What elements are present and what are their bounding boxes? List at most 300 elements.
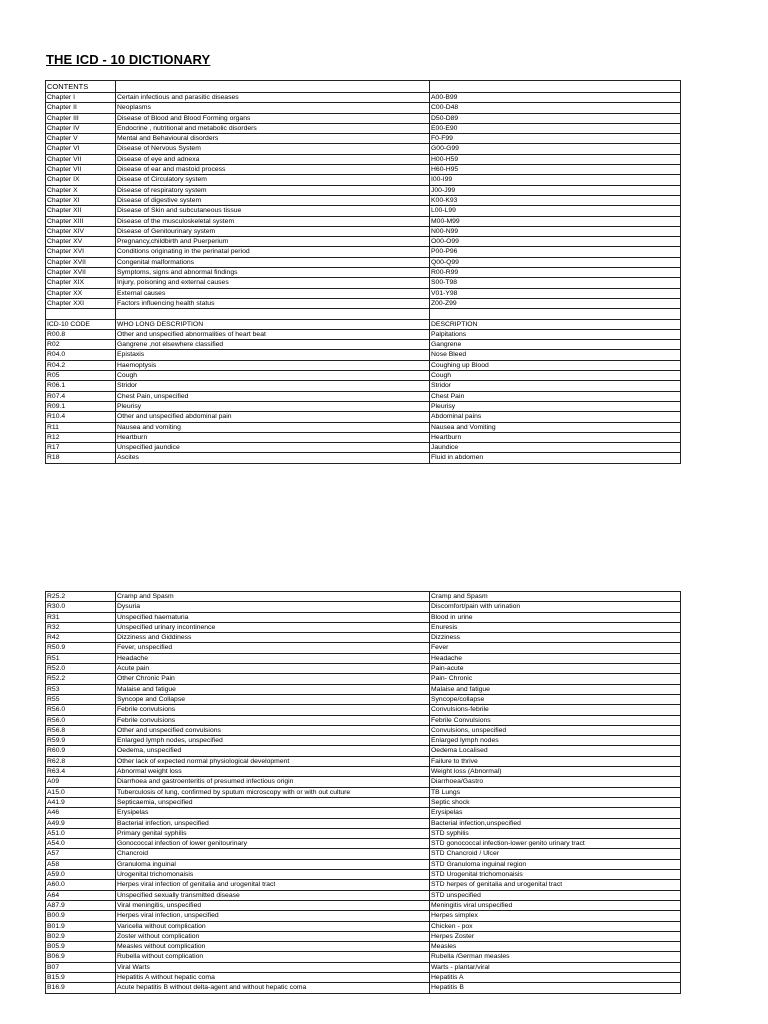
who-long-description: Syncope and Collapse	[116, 694, 430, 704]
icd-code: R51	[46, 653, 116, 663]
chapter-code-range: H00-H59	[430, 154, 681, 164]
who-long-description: Headache	[116, 653, 430, 663]
icd-code: B01.9	[46, 921, 116, 931]
chapter-row	[46, 247, 681, 257]
who-long-description: Febrile convulsions	[116, 715, 430, 725]
code-row	[46, 828, 681, 838]
description: Herpes Zoster	[430, 931, 681, 941]
who-long-description: Oedema, unspecified	[116, 746, 430, 756]
chapter-row	[46, 288, 681, 298]
icd-code: R07.4	[46, 391, 116, 401]
description: Headache	[430, 653, 681, 663]
chapter-row	[46, 237, 681, 247]
chapter-row	[46, 195, 681, 205]
chapter-row	[46, 257, 681, 267]
icd-code: R42	[46, 633, 116, 643]
chapter-row	[46, 144, 681, 154]
chapter-number: Chapter XV	[46, 237, 116, 247]
icd-code: R04.2	[46, 360, 116, 370]
icd-code: A58	[46, 859, 116, 869]
codes-table-continued	[45, 591, 681, 994]
icd-code: B02.9	[46, 931, 116, 941]
code-row	[46, 674, 681, 684]
chapter-title: Congenital malformations	[116, 257, 430, 267]
code-row	[46, 705, 681, 715]
chapter-number: Chapter I	[46, 93, 116, 103]
document-title: THE ICD - 10 DICTIONARY	[46, 52, 211, 67]
code-row	[46, 633, 681, 643]
code-row	[46, 443, 681, 453]
icd-code: R12	[46, 432, 116, 442]
icd-code: R10.4	[46, 412, 116, 422]
chapter-title: Disease of eye and adnexa	[116, 154, 430, 164]
code-row	[46, 942, 681, 952]
who-long-description: Herpes viral infection, unspecified	[116, 911, 430, 921]
icd-code: A60.0	[46, 880, 116, 890]
who-long-description: Septicaemia, unspecified	[116, 797, 430, 807]
code-row	[46, 921, 681, 931]
description: Discomfort/pain with urination	[430, 602, 681, 612]
description: Hepatitis B	[430, 983, 681, 993]
description: Diarrhoea/Gastro	[430, 777, 681, 787]
chapter-number: Chapter III	[46, 113, 116, 123]
chapter-title: Disease of Circulatory system	[116, 175, 430, 185]
description: STD Granuloma inguinal region	[430, 859, 681, 869]
description: Chicken - pox	[430, 921, 681, 931]
who-long-description: Gonococcal infection of lower genitourinary	[116, 839, 430, 849]
description: Weight loss (Abnormal)	[430, 767, 681, 777]
who-long-description: Haemoptysis	[116, 360, 430, 370]
code-row	[46, 653, 681, 663]
code-row	[46, 818, 681, 828]
icd-code: A49.9	[46, 818, 116, 828]
icd-code: R09.1	[46, 401, 116, 411]
chapter-number: Chapter XI	[46, 195, 116, 205]
description: Failure to thrive	[430, 756, 681, 766]
description: Palpitations	[430, 329, 681, 339]
codes-header-row	[46, 319, 681, 329]
code-row	[46, 360, 681, 370]
blank-row	[46, 309, 681, 319]
code-row	[46, 880, 681, 890]
icd-code: R59.9	[46, 736, 116, 746]
chapter-row	[46, 103, 681, 113]
contents-table	[45, 80, 681, 464]
description: Syncope/collapse	[430, 694, 681, 704]
code-row	[46, 412, 681, 422]
who-long-description: Acute pain	[116, 664, 430, 674]
description: Measles	[430, 942, 681, 952]
chapter-title: External causes	[116, 288, 430, 298]
chapter-code-range: Z00-Z99	[430, 298, 681, 308]
who-long-description: Unspecified jaundice	[116, 443, 430, 453]
chapter-code-range: D50-D89	[430, 113, 681, 123]
chapter-code-range: P00-P96	[430, 247, 681, 257]
description: STD Urogenital trichomonaisis	[430, 870, 681, 880]
chapter-title: Disease of Skin and subcutaneous tissue	[116, 206, 430, 216]
code-row	[46, 401, 681, 411]
chapter-code-range: O00-O99	[430, 237, 681, 247]
description: Hepatitis A	[430, 972, 681, 982]
who-long-description: Febrile convulsions	[116, 705, 430, 715]
code-row	[46, 859, 681, 869]
contents-header: CONTENTS	[46, 81, 116, 93]
code-row	[46, 453, 681, 463]
description: Blood in urine	[430, 612, 681, 622]
chapter-number: Chapter IV	[46, 123, 116, 133]
chapter-number: Chapter XIV	[46, 226, 116, 236]
icd-code: R55	[46, 694, 116, 704]
description: Nose Bleed	[430, 350, 681, 360]
description: Cough	[430, 371, 681, 381]
icd-code: R56.8	[46, 725, 116, 735]
description: Convulsions-febrile	[430, 705, 681, 715]
who-long-description: Acute hepatitis B without delta-agent and without hepatic coma	[116, 983, 430, 993]
chapter-title: Disease of the musculoskeletal system	[116, 216, 430, 226]
code-row	[46, 931, 681, 941]
code-row	[46, 725, 681, 735]
who-description-header: WHO LONG DESCRIPTION	[116, 319, 430, 329]
icd-code: B00.9	[46, 911, 116, 921]
description: Pain-acute	[430, 664, 681, 674]
chapter-row	[46, 93, 681, 103]
code-row	[46, 622, 681, 632]
chapter-row	[46, 154, 681, 164]
code-row	[46, 329, 681, 339]
who-long-description: Ascites	[116, 453, 430, 463]
contents-header-row	[46, 81, 681, 93]
icd-code: R18	[46, 453, 116, 463]
chapter-code-range: L00-L99	[430, 206, 681, 216]
icd-code: A57	[46, 849, 116, 859]
icd-code: R02	[46, 340, 116, 350]
chapter-number: Chapter II	[46, 103, 116, 113]
who-long-description: Urogenital trichomonaisis	[116, 870, 430, 880]
chapter-title: Disease of Nervous System	[116, 144, 430, 154]
description: Warts - plantar/viral	[430, 962, 681, 972]
description: Cramp and Spasm	[430, 592, 681, 602]
icd-code: R06.1	[46, 381, 116, 391]
description: Dizziness	[430, 633, 681, 643]
icd-code: R05	[46, 371, 116, 381]
chapter-row	[46, 175, 681, 185]
chapter-title: Symptoms, signs and abnormal findings	[116, 268, 430, 278]
icd-code: R63.4	[46, 767, 116, 777]
code-row	[46, 684, 681, 694]
code-row	[46, 391, 681, 401]
icd-code: A46	[46, 808, 116, 818]
chapter-title: Factors influencing health status	[116, 298, 430, 308]
icd-code: B16.9	[46, 983, 116, 993]
chapter-row	[46, 278, 681, 288]
description: Erysipelas	[430, 808, 681, 818]
chapter-code-range: I00-I99	[430, 175, 681, 185]
icd-code: B15.9	[46, 972, 116, 982]
description: STD gonococcal infection-lower genito urinary tract	[430, 839, 681, 849]
description: Meningitis viral unspecified	[430, 900, 681, 910]
description: Chest Pain	[430, 391, 681, 401]
description: Convulsions, unspecified	[430, 725, 681, 735]
icd-code: B07	[46, 962, 116, 972]
who-long-description: Gangrene ,not elsewhere classified	[116, 340, 430, 350]
chapter-code-range: E00-E90	[430, 123, 681, 133]
description: STD unspecified	[430, 890, 681, 900]
code-row	[46, 736, 681, 746]
icd-code: R11	[46, 422, 116, 432]
code-row	[46, 808, 681, 818]
description: Septic shock	[430, 797, 681, 807]
icd-code: R60.9	[46, 746, 116, 756]
who-long-description: Chest Pain, unspecified	[116, 391, 430, 401]
chapter-code-range: C00-D48	[430, 103, 681, 113]
who-long-description: Cramp and Spasm	[116, 592, 430, 602]
chapter-number: Chapter XVII	[46, 268, 116, 278]
who-long-description: Abnormal weight loss	[116, 767, 430, 777]
description: Herpes simplex	[430, 911, 681, 921]
chapter-row	[46, 134, 681, 144]
code-row	[46, 911, 681, 921]
icd-code: A09	[46, 777, 116, 787]
code-row	[46, 890, 681, 900]
who-long-description: Unspecified urinary incontinence	[116, 622, 430, 632]
code-row	[46, 664, 681, 674]
chapter-title: Pregnancy,childbirth and Puerperium	[116, 237, 430, 247]
chapter-title: Disease of ear and mastoid process	[116, 165, 430, 175]
icd-code: R31	[46, 612, 116, 622]
who-long-description: Herpes viral infection of genitalia and urogenital tract	[116, 880, 430, 890]
icd-code: R56.0	[46, 715, 116, 725]
icd-code: R50.9	[46, 643, 116, 653]
description: Gangrene	[430, 340, 681, 350]
who-long-description: Varicella without complication	[116, 921, 430, 931]
who-long-description: Erysipelas	[116, 808, 430, 818]
chapter-number: Chapter VII	[46, 165, 116, 175]
chapter-code-range: A00-B99	[430, 93, 681, 103]
chapter-title: Disease of Blood and Blood Forming organs	[116, 113, 430, 123]
who-long-description: Other Chronic Pain	[116, 674, 430, 684]
code-row	[46, 962, 681, 972]
chapter-number: Chapter VII	[46, 154, 116, 164]
icd-code: R52.0	[46, 664, 116, 674]
who-long-description: Unspecified haematuria	[116, 612, 430, 622]
chapter-number: Chapter XIII	[46, 216, 116, 226]
description: Bacterial infection,unspecified	[430, 818, 681, 828]
description: Stridor	[430, 381, 681, 391]
code-row	[46, 983, 681, 993]
icd-code: B05.9	[46, 942, 116, 952]
contents-table-body	[46, 81, 681, 464]
who-long-description: Other and unspecified abnormalities of heart beat	[116, 329, 430, 339]
chapter-code-range: H60-H95	[430, 165, 681, 175]
code-row	[46, 746, 681, 756]
who-long-description: Chancroid	[116, 849, 430, 859]
chapter-code-range: N00-N99	[430, 226, 681, 236]
icd-code: R25.2	[46, 592, 116, 602]
chapter-number: Chapter XIX	[46, 278, 116, 288]
chapter-code-range: R00-R99	[430, 268, 681, 278]
chapter-code-range: Q00-Q99	[430, 257, 681, 267]
code-row	[46, 797, 681, 807]
description-header: DESCRIPTION	[430, 319, 681, 329]
description: STD Chancroid / Ulcer	[430, 849, 681, 859]
chapter-number: Chapter VI	[46, 144, 116, 154]
who-long-description: Cough	[116, 371, 430, 381]
who-long-description: Viral Warts	[116, 962, 430, 972]
who-long-description: Dizziness and Giddiness	[116, 633, 430, 643]
code-row	[46, 767, 681, 777]
code-row	[46, 756, 681, 766]
chapter-row	[46, 268, 681, 278]
who-long-description: Heartburn	[116, 432, 430, 442]
code-row	[46, 849, 681, 859]
codes-table-continued-body	[46, 592, 681, 994]
code-row	[46, 777, 681, 787]
chapter-title: Conditions originating in the perinatal period	[116, 247, 430, 257]
icd-code: R56.0	[46, 705, 116, 715]
icd-code: R00.8	[46, 329, 116, 339]
who-long-description: Bacterial infection, unspecified	[116, 818, 430, 828]
chapter-number: Chapter X	[46, 185, 116, 195]
icd-code: R30.0	[46, 602, 116, 612]
chapter-code-range: V01-Y98	[430, 288, 681, 298]
chapter-title: Certain infectious and parasitic diseases	[116, 93, 430, 103]
code-row	[46, 870, 681, 880]
icd-code: A51.0	[46, 828, 116, 838]
description: Jaundice	[430, 443, 681, 453]
code-row	[46, 839, 681, 849]
chapter-code-range: J00-J99	[430, 185, 681, 195]
code-row	[46, 432, 681, 442]
description: Fluid in abdomen	[430, 453, 681, 463]
description: Nausea and Vomiting	[430, 422, 681, 432]
who-long-description: Malaise and fatigue	[116, 684, 430, 694]
chapter-title: Neoplasms	[116, 103, 430, 113]
chapter-number: Chapter V	[46, 134, 116, 144]
code-row	[46, 612, 681, 622]
code-row	[46, 715, 681, 725]
description: Fever	[430, 643, 681, 653]
code-row	[46, 602, 681, 612]
description: Pleurisy	[430, 401, 681, 411]
chapter-row	[46, 226, 681, 236]
code-row	[46, 972, 681, 982]
who-long-description: Diarrhoea and gastroenteritis of presumed infectious origin	[116, 777, 430, 787]
icd-code: R17	[46, 443, 116, 453]
who-long-description: Epistaxis	[116, 350, 430, 360]
chapter-row	[46, 165, 681, 175]
chapter-title: Injury, poisoning and external causes	[116, 278, 430, 288]
who-long-description: Primary genital syphilis	[116, 828, 430, 838]
code-row	[46, 350, 681, 360]
description: Malaise and fatigue	[430, 684, 681, 694]
who-long-description: Other and unspecified convulsions	[116, 725, 430, 735]
icd-code: B06.9	[46, 952, 116, 962]
description: Rubella /German measles	[430, 952, 681, 962]
code-row	[46, 694, 681, 704]
code-row	[46, 952, 681, 962]
chapter-number: Chapter XXI	[46, 298, 116, 308]
chapter-row	[46, 113, 681, 123]
who-long-description: Tuberculosis of lung, confirmed by sputum microscopy with or with out culture	[116, 787, 430, 797]
who-long-description: Hepatitis A without hepatic coma	[116, 972, 430, 982]
chapter-number: Chapter IX	[46, 175, 116, 185]
chapter-number: Chapter XVI	[46, 247, 116, 257]
chapter-title: Disease of Genitourinary system	[116, 226, 430, 236]
icd-code: A64	[46, 890, 116, 900]
description: Enlarged lymph nodes	[430, 736, 681, 746]
icd-code: R32	[46, 622, 116, 632]
chapter-row	[46, 206, 681, 216]
code-row	[46, 381, 681, 391]
who-long-description: Other lack of expected normal physiological development	[116, 756, 430, 766]
chapter-row	[46, 298, 681, 308]
who-long-description: Zoster without complication	[116, 931, 430, 941]
chapter-row	[46, 123, 681, 133]
chapter-number: Chapter XVII	[46, 257, 116, 267]
description: STD herpes of genitalia and urogenital tract	[430, 880, 681, 890]
chapter-code-range: M00-M99	[430, 216, 681, 226]
who-long-description: Pleurisy	[116, 401, 430, 411]
chapter-title: Endocrine , nutritional and metabolic disorders	[116, 123, 430, 133]
who-long-description: Unspecified sexually transmitted disease	[116, 890, 430, 900]
description: Coughing up Blood	[430, 360, 681, 370]
icd-code: R62.8	[46, 756, 116, 766]
code-row	[46, 422, 681, 432]
icd-code: A54.0	[46, 839, 116, 849]
icd-code: R04.0	[46, 350, 116, 360]
description: Enuresis	[430, 622, 681, 632]
code-row	[46, 592, 681, 602]
icd-code-header: ICD-10 CODE	[46, 319, 116, 329]
icd-code: R53	[46, 684, 116, 694]
chapter-code-range: K00-K93	[430, 195, 681, 205]
icd-code: A15.0	[46, 787, 116, 797]
description: Pain- Chronic	[430, 674, 681, 684]
who-long-description: Rubella without complication	[116, 952, 430, 962]
chapter-row	[46, 185, 681, 195]
icd-code: A59.0	[46, 870, 116, 880]
description: Abdominal pains	[430, 412, 681, 422]
code-row	[46, 900, 681, 910]
icd-code: A41.9	[46, 797, 116, 807]
code-row	[46, 643, 681, 653]
description: Heartburn	[430, 432, 681, 442]
chapter-code-range: F0-F99	[430, 134, 681, 144]
who-long-description: Viral meningitis, unspecified	[116, 900, 430, 910]
description: STD syphilis	[430, 828, 681, 838]
code-row	[46, 340, 681, 350]
who-long-description: Granuloma inguinal	[116, 859, 430, 869]
description: TB Lungs	[430, 787, 681, 797]
chapter-number: Chapter XII	[46, 206, 116, 216]
chapter-title: Disease of digestive system	[116, 195, 430, 205]
chapter-title: Mental and Behavioural disorders	[116, 134, 430, 144]
who-long-description: Enlarged lymph nodes, unspecified	[116, 736, 430, 746]
who-long-description: Stridor	[116, 381, 430, 391]
who-long-description: Fever, unspecified	[116, 643, 430, 653]
chapter-code-range: G00-G99	[430, 144, 681, 154]
chapter-row	[46, 216, 681, 226]
code-row	[46, 371, 681, 381]
description: Febrile Convulsions	[430, 715, 681, 725]
who-long-description: Other and unspecified abdominal pain	[116, 412, 430, 422]
code-row	[46, 787, 681, 797]
chapter-number: Chapter XX	[46, 288, 116, 298]
description: Oedema Localised	[430, 746, 681, 756]
chapter-title: Disease of respiratory system	[116, 185, 430, 195]
who-long-description: Measles without complication	[116, 942, 430, 952]
who-long-description: Dysuria	[116, 602, 430, 612]
